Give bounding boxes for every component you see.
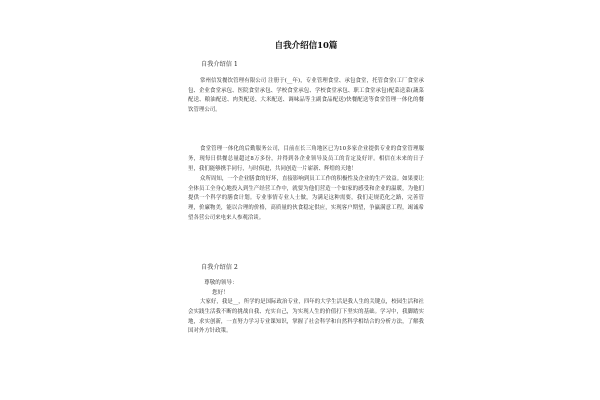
- section-heading-2: 自我介绍信 2: [201, 264, 238, 272]
- document-title: 自我介绍信10篇: [274, 41, 338, 51]
- document-page: [188, 30, 424, 396]
- paragraph: 常州信发餐饮管理有限公司 注册于(__年)，专业管理食堂、承包食堂，托管食堂(工厂食堂承包、企业食堂承包、医院食堂承包、学校食堂承包、学校食堂承包、职工食堂承包)配菜送菜(蔬菜配送、粮油配送、肉类配送、大米配送、调味品等主副食品配送)快餐配送等食堂管理一体化的餐饮管理公司。: [188, 78, 424, 113]
- paragraph: 食堂管理一体化的后勤服务公司，目前在长三角地区已为10多家企业提供专业的食堂管理服务，现每日供餐总量超过8万多份，并得到各企业领导及员工的肯定及好评。相信在未来的日子里，我们能够携手同行，与时俱进，共同创造一片崭新、辉煌的天地！: [188, 146, 424, 172]
- salutation: 您好！: [212, 289, 229, 296]
- greeting: 尊敬的领导：: [204, 280, 238, 287]
- section-heading-1: 自我介绍信 1: [201, 61, 238, 68]
- paragraph: 大家好，我是__，所学的是国际政治专业，四年的大学生活是我人生的关键点，校园生活和社会实践生活我不断的挑战自我、充实自己，为实现人生的价值打下坚实的基础。学习中，我脚踏实地，求实创新，一直努力学习专业课知识，掌握了社会科学和自然科学相结合的分析方法，了解我国对外方针政策。: [188, 299, 424, 335]
- paragraph: 众所周知，一个企业膳食的好坏，直接影响到员工工作的积极性及企业的生产效益。如果要让全体员工全身心地投入到生产经营工作中，就要为他们营造一个如家的感受和企业的温暖，为他们提供一个科学的膳食计划。专业事情专业人士做，为满足这种需要，我们走规范化之路，完善管理，价廉物美，能以合理的价格，高质量的伙食稳定供应，实现客户期望，争赢满意工程，竭诚希望各营公司来电来人参观洽谈。: [188, 176, 424, 221]
